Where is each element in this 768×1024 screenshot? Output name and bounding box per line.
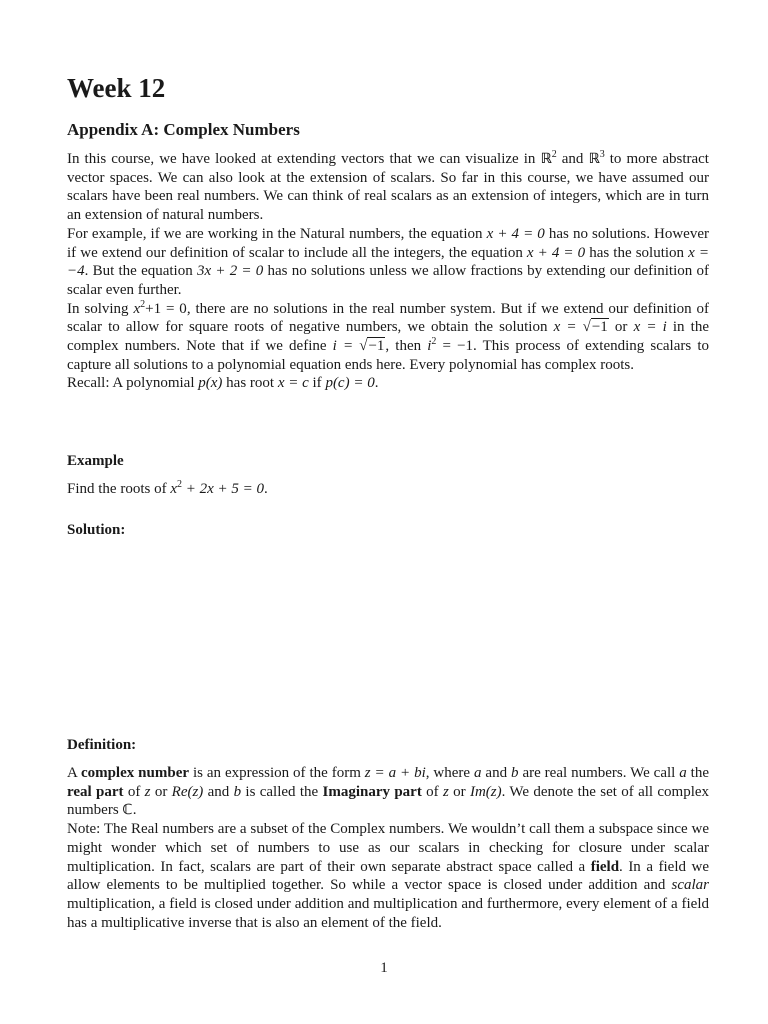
- section-title: Appendix A: Complex Numbers: [67, 120, 300, 139]
- intro-paragraph-1: [67, 150, 709, 225]
- text-run: Note: The Real numbers are a subset of the Complex numbers. We wouldn’t call them a subspace since we might wonder which set of numbers to use as our scalars in checking for closure under scalar multiplication. In fact, scalars are part of their own separate abstract space called a: [67, 821, 709, 875]
- math-expression: i =: [332, 338, 360, 355]
- text-run: is called the: [241, 783, 323, 800]
- text-run: , then: [385, 338, 428, 355]
- text-run: , there are no solutions in the real number system. But if we extend our definition of scalar to allow for square roots of negative numbers, we obtain the solution: [67, 300, 710, 336]
- math-expression: = −1: [436, 338, 474, 355]
- math-variable: a: [679, 765, 687, 781]
- text-run: has no solutions. However if we extend our definition of scalar to include all the integers, the equation: [67, 225, 709, 261]
- reals-symbol: ℝ: [588, 151, 600, 167]
- math-variable: a: [474, 765, 482, 781]
- text-run: or: [608, 319, 634, 336]
- text-run: A: [67, 765, 81, 781]
- italic-term: scalar: [671, 877, 709, 894]
- intro-paragraph-3: [67, 300, 709, 375]
- math-expression: x = −4: [67, 244, 709, 280]
- text-run: , where: [425, 765, 474, 781]
- text-run: .: [374, 375, 379, 392]
- math-expression: x =: [553, 319, 583, 336]
- math-expression: +1 = 0: [145, 300, 187, 317]
- text-run: and: [556, 151, 589, 167]
- reals-symbol: ℝ: [540, 151, 552, 167]
- text-run: Find the roots of: [67, 481, 171, 497]
- math-expression: x = c: [277, 375, 309, 392]
- text-run: . In a field we allow elements to be multiplied together. So while a vector space is closed under addition and: [67, 858, 710, 894]
- text-run: if: [308, 375, 326, 392]
- text-run: In this course, we have looked at extending vectors that we can visualize in: [67, 151, 541, 167]
- exponent: 2: [177, 479, 183, 490]
- math-variable: i: [427, 338, 432, 355]
- text-run: or: [448, 783, 470, 800]
- intro-paragraph-2: [67, 225, 709, 300]
- text-run: Recall: A polynomial: [67, 375, 199, 392]
- text-run: has no solutions unless we allow fractions by extending our definition of scalar even further.: [67, 263, 709, 298]
- text-run: of: [123, 783, 145, 800]
- text-run: .: [132, 802, 137, 819]
- text-run: in the complex numbers. Note that if we define: [67, 319, 710, 355]
- text-run: . We denote the set of all complex numbers: [67, 783, 710, 819]
- bold-term: Imaginary part: [322, 783, 422, 800]
- bold-term: complex number: [80, 765, 190, 781]
- text-run: or: [150, 783, 172, 800]
- example-heading: Example: [67, 453, 124, 469]
- exponent: 2: [140, 298, 146, 310]
- solution-heading: Solution:: [67, 522, 126, 538]
- text-run: multiplication, a field is closed under addition and multiplication and furthermore, every element of a field has a multiplicative inverse that is also an element of the field.: [67, 895, 709, 931]
- math-variable: z: [144, 783, 151, 800]
- complex-symbol: ℂ: [122, 802, 133, 819]
- math-variable: x: [170, 481, 178, 497]
- text-run: has the solution: [585, 244, 689, 261]
- page-title: Week 12: [67, 73, 166, 103]
- bold-term: real part: [67, 783, 124, 800]
- text-run: to more abstract vector spaces. We can also look at the extension of scalars. So far in this course, we have assumed our scalars have been real numbers. We can think of real scalars as an extension of integers, which are in turn an extension of natural numbers.: [67, 151, 709, 224]
- exponent: 2: [551, 149, 557, 160]
- math-expression: p(c) = 0: [325, 375, 375, 392]
- math-variable: b: [511, 765, 519, 781]
- math-expression: 3x + 2 = 0: [196, 263, 264, 280]
- math-expression: x = i: [633, 319, 667, 336]
- text-run: . But the equation: [84, 263, 197, 280]
- bold-term: field: [590, 858, 620, 875]
- square-root: √−1: [359, 338, 385, 355]
- radicand: −1: [591, 319, 608, 336]
- text-run: of: [421, 783, 443, 800]
- math-expression: p(x): [198, 375, 223, 392]
- intro-section: [67, 150, 709, 393]
- text-run: and: [481, 765, 512, 781]
- intro-paragraph-4: [67, 374, 709, 393]
- text-run: the: [686, 765, 709, 781]
- math-variable: x: [133, 300, 141, 317]
- text-run: .: [264, 481, 268, 497]
- math-variable: b: [233, 783, 242, 800]
- text-run: has root: [222, 375, 278, 392]
- definition-heading: Definition:: [67, 737, 137, 753]
- text-run: and: [203, 783, 234, 800]
- math-expression: + 2x + 5 = 0: [182, 481, 265, 497]
- note-paragraph: [67, 820, 709, 932]
- text-run: In solving: [67, 300, 134, 317]
- example-problem: [67, 480, 709, 499]
- radicand: −1: [368, 338, 385, 355]
- text-run: is an expression of the form: [189, 765, 365, 781]
- exponent: 3: [599, 149, 605, 160]
- text-run: . This process of extending scalars to capture all solutions to a polynomial equation ends here. Every polynomial has complex roots.: [67, 338, 710, 373]
- math-expression: x + 4 = 0: [526, 244, 586, 261]
- math-expression: x + 4 = 0: [486, 225, 545, 242]
- page-number: 1: [380, 960, 388, 976]
- math-expression: z = a + bi: [364, 765, 426, 781]
- math-expression: Re(z): [171, 783, 204, 800]
- text-run: are real numbers. We call: [518, 765, 680, 781]
- definition-paragraph: [67, 764, 709, 820]
- math-expression: Im(z): [469, 783, 502, 800]
- exponent: 2: [431, 336, 437, 348]
- definition-section: [67, 764, 709, 932]
- text-run: For example, if we are working in the Natural numbers, the equation: [67, 225, 487, 242]
- math-variable: z: [442, 783, 449, 800]
- square-root: √−1: [582, 319, 608, 336]
